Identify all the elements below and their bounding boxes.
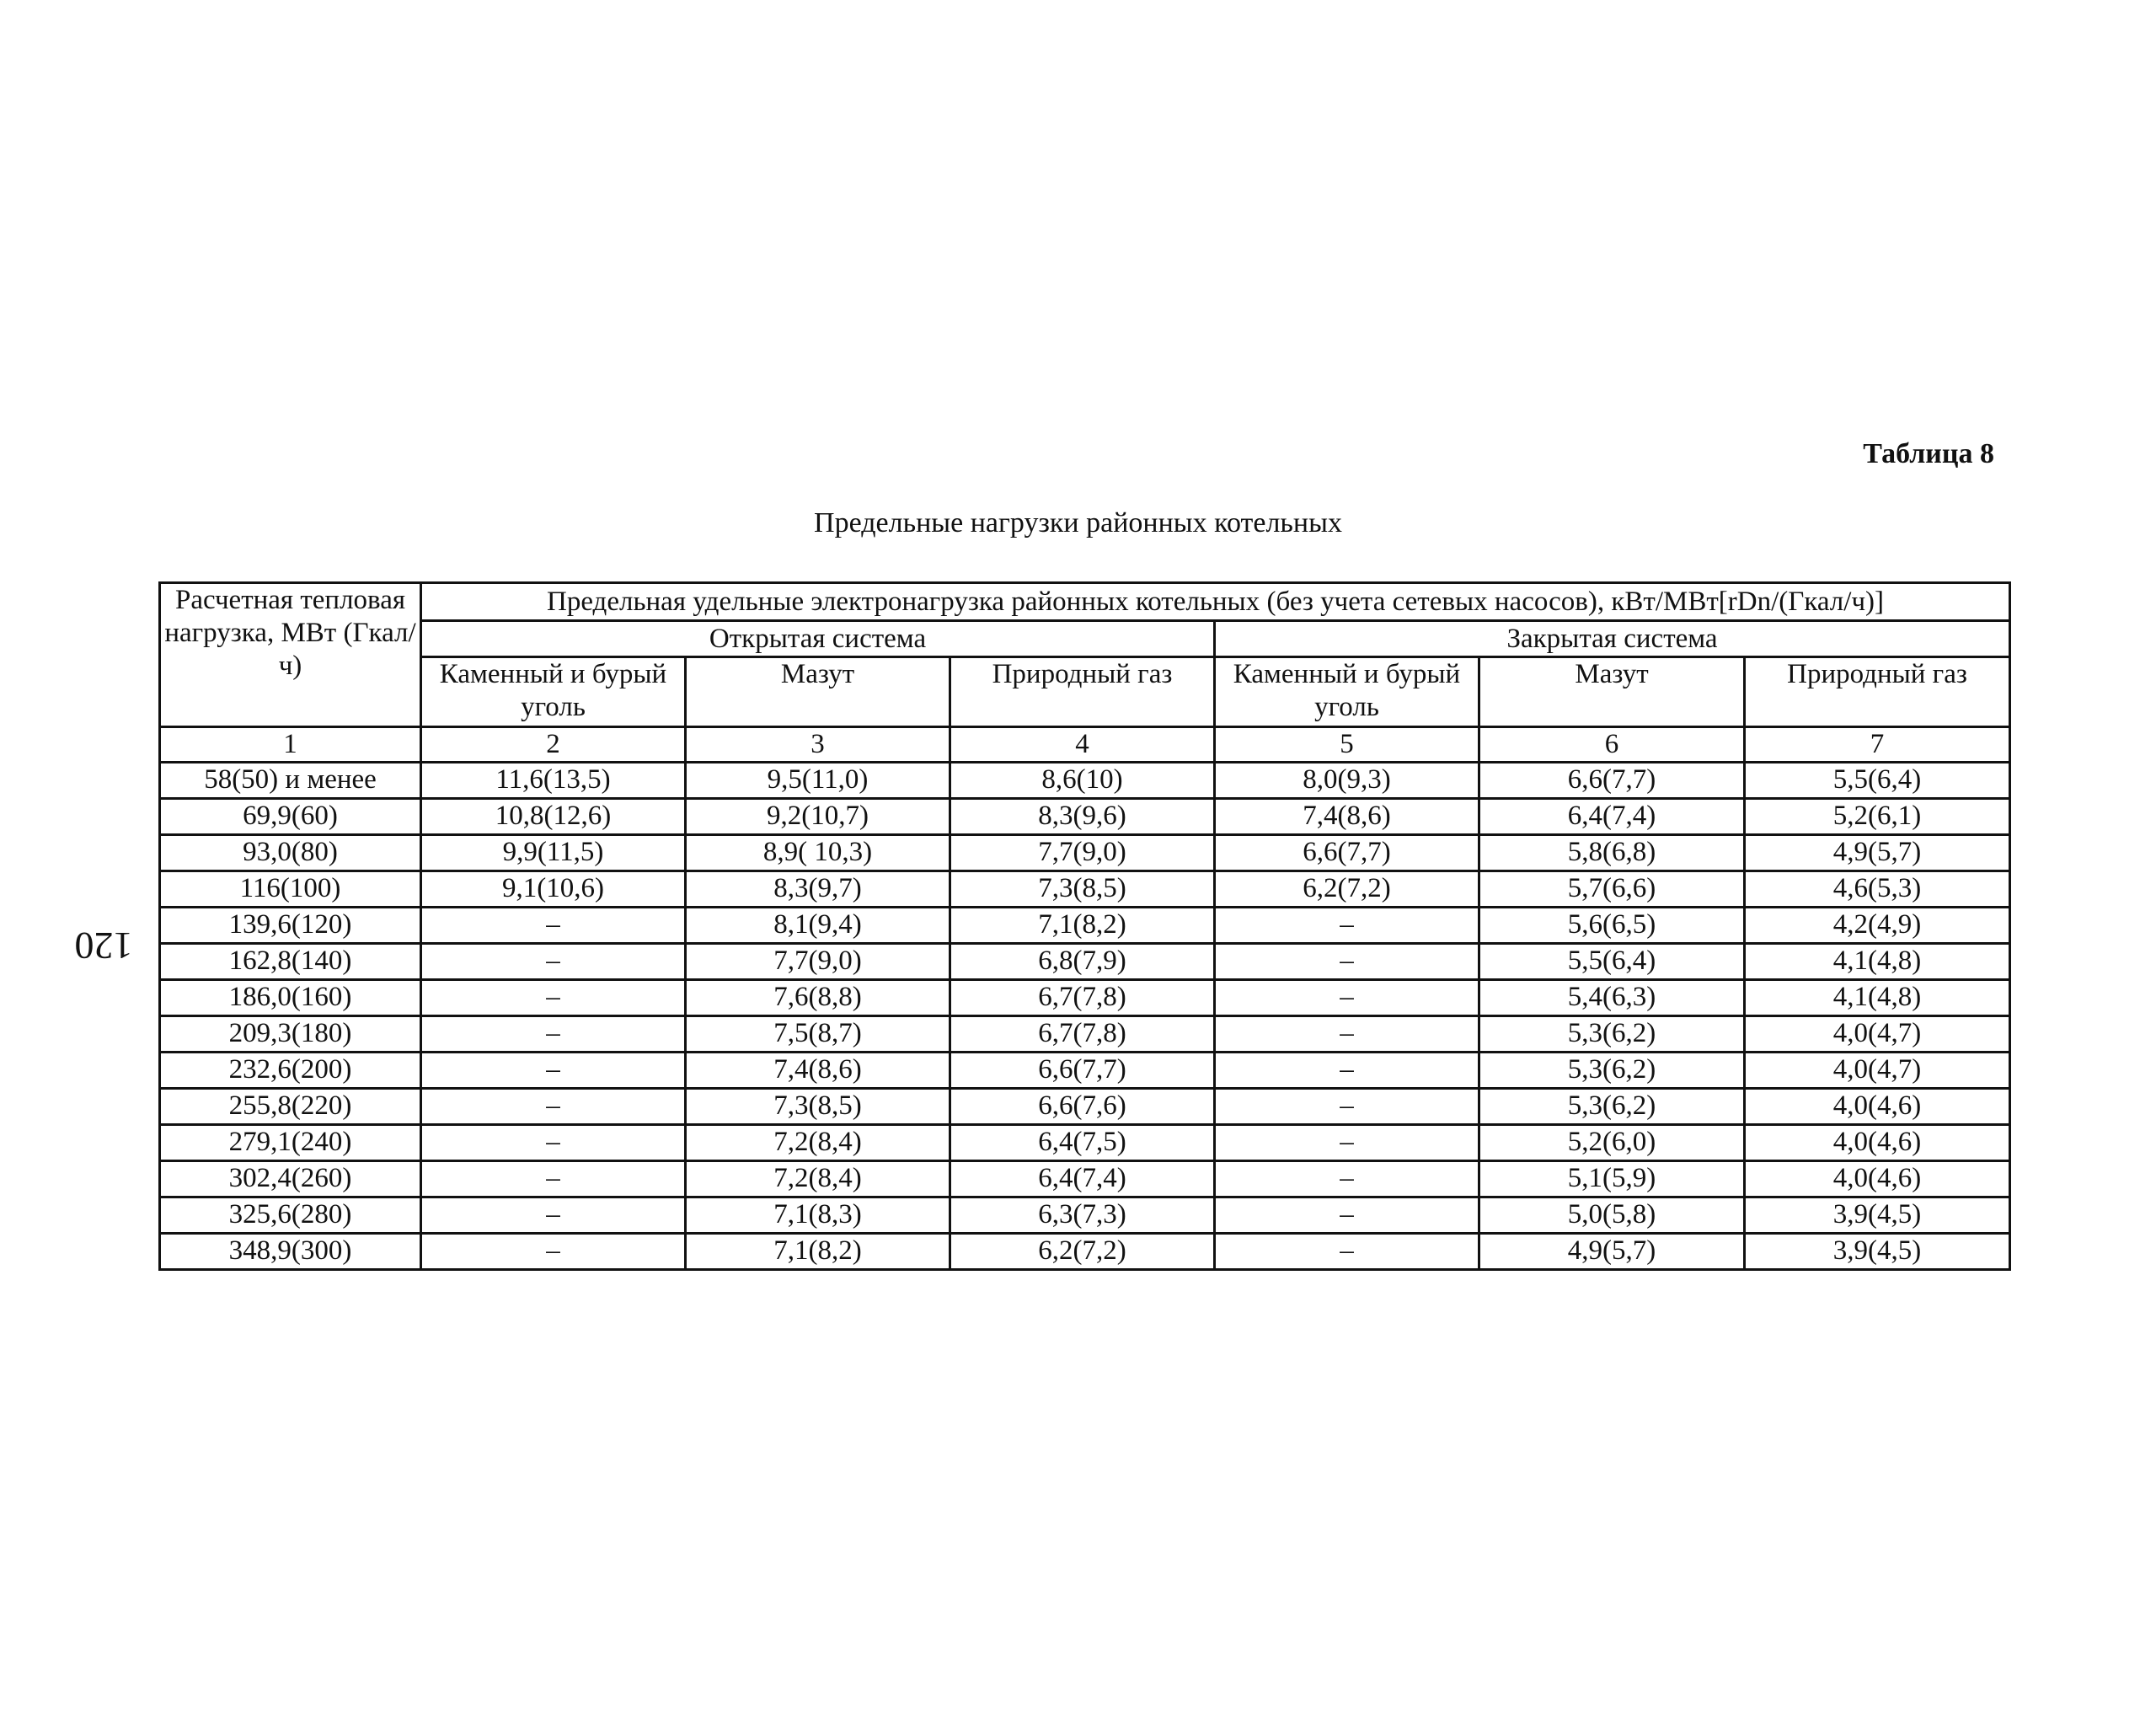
load-cell: 58(50) и менее xyxy=(160,762,421,798)
value-cell: 7,6(8,8) xyxy=(686,979,950,1015)
open-system-header: Открытая система xyxy=(421,621,1215,657)
value-cell: – xyxy=(421,1015,686,1052)
load-cell: 162,8(140) xyxy=(160,943,421,979)
value-cell: – xyxy=(1215,979,1479,1015)
value-cell: 6,2(7,2) xyxy=(1215,871,1479,907)
load-cell: 139,6(120) xyxy=(160,907,421,943)
value-cell: 8,6(10) xyxy=(950,762,1215,798)
value-cell: 7,4(8,6) xyxy=(1215,798,1479,834)
value-cell: 4,0(4,6) xyxy=(1745,1088,2010,1124)
value-cell: 11,6(13,5) xyxy=(421,762,686,798)
value-cell: 4,1(4,8) xyxy=(1745,943,2010,979)
table-row xyxy=(160,798,2010,834)
value-cell: 7,1(8,2) xyxy=(686,1233,950,1269)
value-cell: 9,9(11,5) xyxy=(421,834,686,871)
value-cell: 5,3(6,2) xyxy=(1479,1015,1745,1052)
value-cell: 6,4(7,4) xyxy=(1479,798,1745,834)
column-number: 1 xyxy=(160,727,421,763)
value-cell: 4,6(5,3) xyxy=(1745,871,2010,907)
table-row xyxy=(160,834,2010,871)
table-row xyxy=(160,1015,2010,1052)
value-cell: 7,7(9,0) xyxy=(950,834,1215,871)
table-row xyxy=(160,871,2010,907)
value-cell: 7,1(8,2) xyxy=(950,907,1215,943)
column-number: 6 xyxy=(1479,727,1745,763)
value-cell: 6,6(7,7) xyxy=(950,1052,1215,1088)
value-cell: 6,7(7,8) xyxy=(950,1015,1215,1052)
value-cell: – xyxy=(1215,907,1479,943)
table-title: Предельные нагрузки районных котельных xyxy=(814,507,1342,538)
value-cell: 7,1(8,3) xyxy=(686,1197,950,1233)
value-cell: 8,0(9,3) xyxy=(1215,762,1479,798)
value-cell: 5,1(5,9) xyxy=(1479,1160,1745,1197)
value-cell: 5,5(6,4) xyxy=(1745,762,2010,798)
value-cell: 5,6(6,5) xyxy=(1479,907,1745,943)
value-cell: 7,3(8,5) xyxy=(686,1088,950,1124)
sub-header: Каменный и бурый уголь xyxy=(421,657,686,727)
load-limits-table xyxy=(158,581,2011,1271)
sub-header: Мазут xyxy=(1479,657,1745,727)
value-cell: 9,1(10,6) xyxy=(421,871,686,907)
value-cell: – xyxy=(1215,1015,1479,1052)
value-cell: – xyxy=(1215,1197,1479,1233)
table-row xyxy=(160,1124,2010,1160)
value-cell: 6,4(7,5) xyxy=(950,1124,1215,1160)
table-row xyxy=(160,762,2010,798)
table-row xyxy=(160,1088,2010,1124)
load-cell: 116(100) xyxy=(160,871,421,907)
value-cell: 6,6(7,7) xyxy=(1215,834,1479,871)
value-cell: 4,0(4,6) xyxy=(1745,1160,2010,1197)
value-cell: – xyxy=(1215,1160,1479,1197)
closed-system-header: Закрытая система xyxy=(1215,621,2010,657)
load-cell: 93,0(80) xyxy=(160,834,421,871)
value-cell: 7,2(8,4) xyxy=(686,1160,950,1197)
load-cell: 255,8(220) xyxy=(160,1088,421,1124)
load-cell: 232,6(200) xyxy=(160,1052,421,1088)
value-cell: – xyxy=(1215,1124,1479,1160)
table-row xyxy=(160,979,2010,1015)
value-cell: 8,3(9,6) xyxy=(950,798,1215,834)
column-number: 7 xyxy=(1745,727,2010,763)
value-cell: 6,7(7,8) xyxy=(950,979,1215,1015)
value-cell: – xyxy=(421,1197,686,1233)
load-cell: 209,3(180) xyxy=(160,1015,421,1052)
value-cell: – xyxy=(421,1124,686,1160)
table-row xyxy=(160,943,2010,979)
value-cell: – xyxy=(1215,1052,1479,1088)
value-cell: – xyxy=(1215,943,1479,979)
value-cell: 4,0(4,6) xyxy=(1745,1124,2010,1160)
value-cell: 4,2(4,9) xyxy=(1745,907,2010,943)
load-cell: 279,1(240) xyxy=(160,1124,421,1160)
value-cell: 8,3(9,7) xyxy=(686,871,950,907)
value-cell: 6,2(7,2) xyxy=(950,1233,1215,1269)
load-cell: 69,9(60) xyxy=(160,798,421,834)
sub-header: Природный газ xyxy=(950,657,1215,727)
column-number: 3 xyxy=(686,727,950,763)
table-row xyxy=(160,1233,2010,1269)
table-number: Таблица 8 xyxy=(1863,438,1994,469)
value-cell: – xyxy=(421,943,686,979)
value-cell: 7,3(8,5) xyxy=(950,871,1215,907)
value-cell: 9,5(11,0) xyxy=(686,762,950,798)
value-cell: 6,6(7,7) xyxy=(1479,762,1745,798)
value-cell: – xyxy=(421,979,686,1015)
value-cell: 6,3(7,3) xyxy=(950,1197,1215,1233)
value-cell: 9,2(10,7) xyxy=(686,798,950,834)
load-cell: 302,4(260) xyxy=(160,1160,421,1197)
value-cell: 7,4(8,6) xyxy=(686,1052,950,1088)
table-row xyxy=(160,1197,2010,1233)
column-number: 2 xyxy=(421,727,686,763)
value-cell: 3,9(4,5) xyxy=(1745,1233,2010,1269)
value-cell: – xyxy=(421,1233,686,1269)
first-column-header: Расчетная тепловая нагрузка, МВт (Гкал/ч) xyxy=(160,583,421,727)
value-cell: 6,8(7,9) xyxy=(950,943,1215,979)
value-cell: 5,4(6,3) xyxy=(1479,979,1745,1015)
table-row xyxy=(160,907,2010,943)
sub-header: Мазут xyxy=(686,657,950,727)
value-cell: 7,5(8,7) xyxy=(686,1015,950,1052)
value-cell: 6,4(7,4) xyxy=(950,1160,1215,1197)
main-header: Предельная удельные электронагрузка районных котельных (без учета сетевых насосов), кВт/МВт[rDn/(Гкал/ч)] xyxy=(421,583,2010,621)
value-cell: 5,3(6,2) xyxy=(1479,1088,1745,1124)
value-cell: 5,8(6,8) xyxy=(1479,834,1745,871)
value-cell: 5,7(6,6) xyxy=(1479,871,1745,907)
value-cell: – xyxy=(421,1052,686,1088)
value-cell: – xyxy=(1215,1088,1479,1124)
value-cell: – xyxy=(421,1088,686,1124)
value-cell: 5,0(5,8) xyxy=(1479,1197,1745,1233)
column-number: 5 xyxy=(1215,727,1479,763)
value-cell: 10,8(12,6) xyxy=(421,798,686,834)
column-number-row xyxy=(160,727,2010,763)
value-cell: 7,2(8,4) xyxy=(686,1124,950,1160)
value-cell: 7,7(9,0) xyxy=(686,943,950,979)
value-cell: 6,6(7,6) xyxy=(950,1088,1215,1124)
value-cell: 4,0(4,7) xyxy=(1745,1015,2010,1052)
load-cell: 186,0(160) xyxy=(160,979,421,1015)
table-row xyxy=(160,1052,2010,1088)
value-cell: 8,1(9,4) xyxy=(686,907,950,943)
value-cell: 4,9(5,7) xyxy=(1745,834,2010,871)
value-cell: 5,2(6,0) xyxy=(1479,1124,1745,1160)
value-cell: 3,9(4,5) xyxy=(1745,1197,2010,1233)
value-cell: 4,1(4,8) xyxy=(1745,979,2010,1015)
sub-header: Каменный и бурый уголь xyxy=(1215,657,1479,727)
value-cell: – xyxy=(421,1160,686,1197)
value-cell: 5,5(6,4) xyxy=(1479,943,1745,979)
column-number: 4 xyxy=(950,727,1215,763)
table-row xyxy=(160,1160,2010,1197)
value-cell: 4,0(4,7) xyxy=(1745,1052,2010,1088)
sub-header: Природный газ xyxy=(1745,657,2010,727)
load-cell: 325,6(280) xyxy=(160,1197,421,1233)
value-cell: 4,9(5,7) xyxy=(1479,1233,1745,1269)
value-cell: 8,9( 10,3) xyxy=(686,834,950,871)
value-cell: – xyxy=(421,907,686,943)
value-cell: 5,2(6,1) xyxy=(1745,798,2010,834)
value-cell: – xyxy=(1215,1233,1479,1269)
value-cell: 5,3(6,2) xyxy=(1479,1052,1745,1088)
page-number: 120 xyxy=(74,924,133,967)
load-cell: 348,9(300) xyxy=(160,1233,421,1269)
